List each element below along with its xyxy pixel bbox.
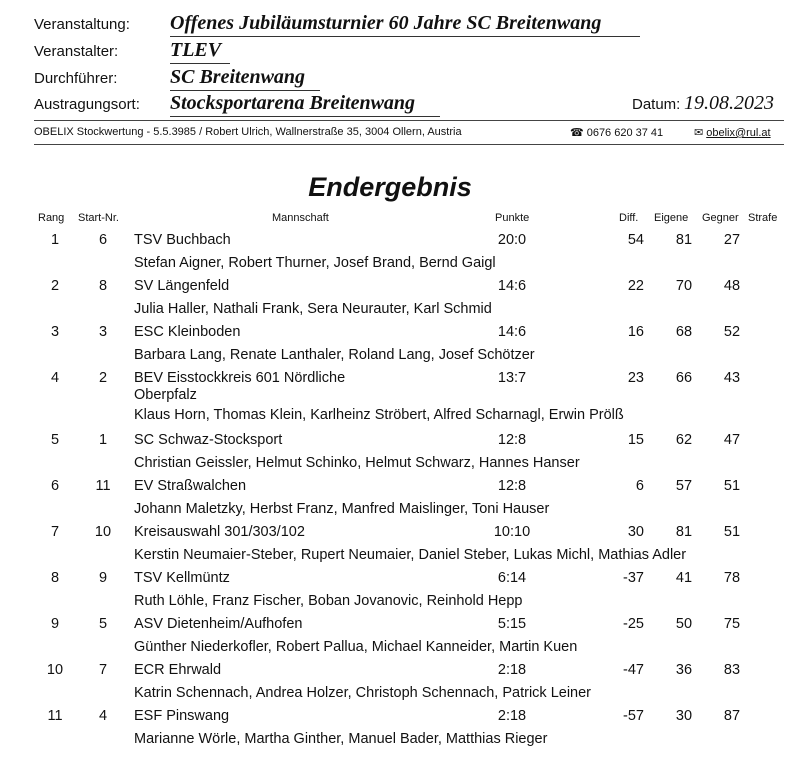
team-name: ESF Pinswang bbox=[134, 708, 230, 724]
col-diff: Diff. bbox=[619, 212, 639, 224]
team-players: Kerstin Neumaier-Steber, Rupert Neumaier, Daniel Steber, Lukas Michl, Mathias Adler bbox=[134, 547, 687, 563]
footer-divider bbox=[34, 144, 784, 145]
own-score: 68 bbox=[675, 324, 693, 340]
points: 2:18 bbox=[497, 662, 527, 678]
team-name: ECR Ehrwald bbox=[134, 662, 222, 678]
rank: 3 bbox=[50, 324, 60, 340]
points: 10:10 bbox=[493, 524, 531, 540]
col-team: Mannschaft bbox=[272, 212, 329, 224]
rank: 11 bbox=[47, 708, 63, 724]
team-players: Christian Geissler, Helmut Schinko, Helmut Schwarz, Hannes Hanser bbox=[134, 455, 580, 471]
own-score: 81 bbox=[675, 232, 693, 248]
start-number: 6 bbox=[98, 232, 108, 248]
team-name: EV Straßwalchen bbox=[134, 478, 247, 494]
points: 14:6 bbox=[497, 278, 527, 294]
team-players: Barbara Lang, Renate Lanthaler, Roland Lang, Josef Schötzer bbox=[134, 347, 535, 363]
own-score: 62 bbox=[675, 432, 693, 448]
difference: -37 bbox=[623, 570, 644, 586]
team-players: Marianne Wörle, Martha Ginther, Manuel Bader, Matthias Rieger bbox=[134, 731, 548, 747]
rank: 6 bbox=[50, 478, 60, 494]
envelope-icon: ✉ bbox=[694, 127, 704, 139]
difference: -47 bbox=[623, 662, 644, 678]
venue-label: Austragungsort: bbox=[34, 96, 140, 113]
page-title: Endergebnis bbox=[308, 172, 472, 202]
host-label: Durchführer: bbox=[34, 70, 118, 87]
own-score: 81 bbox=[675, 524, 693, 540]
col-penalty: Strafe bbox=[748, 212, 778, 224]
start-number: 1 bbox=[98, 432, 108, 448]
venue-value: Stocksportarena Breitenwang bbox=[170, 92, 416, 114]
difference: 22 bbox=[627, 278, 644, 294]
difference: -25 bbox=[623, 616, 644, 632]
team-name: SC Schwaz-Stocksport bbox=[134, 432, 283, 448]
rank: 10 bbox=[46, 662, 64, 678]
own-score: 30 bbox=[675, 708, 693, 724]
team-name: TSV Buchbach bbox=[134, 232, 231, 248]
start-number: 3 bbox=[98, 324, 108, 340]
opponent-score: 83 bbox=[723, 662, 741, 678]
date-label: Datum: bbox=[632, 96, 681, 113]
team-name: ASV Dietenheim/Aufhofen bbox=[134, 616, 303, 632]
rank: 9 bbox=[50, 616, 60, 632]
team-name: BEV Eisstockkreis 601 Nördliche bbox=[134, 370, 346, 386]
team-players: Stefan Aigner, Robert Thurner, Josef Brand, Bernd Gaigl bbox=[134, 255, 496, 271]
team-players: Klaus Horn, Thomas Klein, Karlheinz Ströbert, Alfred Scharnagl, Erwin Prölß bbox=[134, 407, 624, 423]
col-own: Eigene bbox=[654, 212, 689, 224]
own-score: 36 bbox=[675, 662, 693, 678]
difference: 6 bbox=[635, 478, 644, 494]
opponent-score: 51 bbox=[723, 478, 741, 494]
own-score: 66 bbox=[675, 370, 693, 386]
points: 13:7 bbox=[497, 370, 527, 386]
start-number: 5 bbox=[98, 616, 108, 632]
organizer-row bbox=[0, 39, 800, 63]
opponent-score: 47 bbox=[723, 432, 741, 448]
event-label: Veranstaltung: bbox=[34, 16, 130, 33]
opponent-score: 43 bbox=[723, 370, 741, 386]
team-name-continued: Oberpfalz bbox=[134, 387, 197, 403]
rank: 7 bbox=[50, 524, 60, 540]
host-row bbox=[0, 66, 800, 90]
start-number: 4 bbox=[98, 708, 108, 724]
col-points: Punkte bbox=[495, 212, 530, 224]
col-opponent: Gegner bbox=[702, 212, 739, 224]
host-value: SC Breitenwang bbox=[170, 66, 306, 88]
date-value: 19.08.2023 bbox=[684, 92, 774, 114]
opponent-score: 48 bbox=[723, 278, 741, 294]
header-divider bbox=[34, 120, 784, 121]
points: 2:18 bbox=[497, 708, 527, 724]
team-name: Kreisauswahl 301/303/102 bbox=[134, 524, 305, 540]
difference: 54 bbox=[627, 232, 644, 248]
points: 6:14 bbox=[497, 570, 527, 586]
start-number: 10 bbox=[94, 524, 112, 540]
difference: 30 bbox=[627, 524, 644, 540]
opponent-score: 52 bbox=[723, 324, 741, 340]
contact-bar bbox=[34, 126, 784, 142]
own-score: 50 bbox=[675, 616, 693, 632]
own-score: 70 bbox=[675, 278, 693, 294]
difference: 16 bbox=[627, 324, 644, 340]
team-players: Johann Maletzky, Herbst Franz, Manfred Maislinger, Toni Hauser bbox=[134, 501, 550, 517]
rank: 1 bbox=[50, 232, 60, 248]
opponent-score: 51 bbox=[723, 524, 741, 540]
phone-icon: ☎ bbox=[570, 127, 584, 139]
points: 5:15 bbox=[497, 616, 527, 632]
contact-address: OBELIX Stockwertung - 5.5.3985 / Robert Ulrich, Wallnerstraße 35, 3004 Ollern, Austria bbox=[34, 126, 462, 138]
start-number: 9 bbox=[98, 570, 108, 586]
opponent-score: 27 bbox=[723, 232, 741, 248]
team-players: Julia Haller, Nathali Frank, Sera Neurauter, Karl Schmid bbox=[134, 301, 492, 317]
team-players: Günther Niederkofler, Robert Pallua, Michael Kanneider, Martin Kuen bbox=[134, 639, 578, 655]
start-number: 8 bbox=[98, 278, 108, 294]
event-value: Offenes Jubiläumsturnier 60 Jahre SC Breitenwang bbox=[170, 12, 602, 34]
start-number: 11 bbox=[95, 478, 111, 494]
contact-phone bbox=[570, 126, 663, 139]
contact-email[interactable] bbox=[694, 126, 771, 139]
event-underline bbox=[170, 36, 640, 37]
rank: 2 bbox=[50, 278, 60, 294]
phone-number: 0676 620 37 41 bbox=[586, 127, 664, 139]
start-number: 7 bbox=[98, 662, 108, 678]
team-name: ESC Kleinboden bbox=[134, 324, 241, 340]
col-rang: Rang bbox=[38, 212, 65, 224]
opponent-score: 87 bbox=[723, 708, 741, 724]
own-score: 57 bbox=[675, 478, 693, 494]
opponent-score: 78 bbox=[723, 570, 741, 586]
event-row bbox=[0, 12, 800, 36]
points: 12:8 bbox=[497, 478, 527, 494]
team-name: SV Längenfeld bbox=[134, 278, 230, 294]
organizer-value: TLEV bbox=[170, 39, 222, 61]
start-number: 2 bbox=[98, 370, 108, 386]
difference: 23 bbox=[627, 370, 644, 386]
organizer-underline bbox=[170, 63, 230, 64]
organizer-label: Veranstalter: bbox=[34, 43, 119, 60]
col-start: Start-Nr. bbox=[78, 212, 119, 224]
points: 14:6 bbox=[497, 324, 527, 340]
rank: 8 bbox=[50, 570, 60, 586]
rank: 4 bbox=[50, 370, 60, 386]
team-name: TSV Kellmüntz bbox=[134, 570, 230, 586]
own-score: 41 bbox=[675, 570, 693, 586]
venue-underline bbox=[170, 116, 440, 117]
email-address[interactable]: obelix@rul.at bbox=[706, 127, 771, 139]
team-players: Katrin Schennach, Andrea Holzer, Christoph Schennach, Patrick Leiner bbox=[134, 685, 592, 701]
points: 20:0 bbox=[497, 232, 527, 248]
difference: 15 bbox=[627, 432, 644, 448]
points: 12:8 bbox=[497, 432, 527, 448]
rank: 5 bbox=[50, 432, 60, 448]
host-underline bbox=[170, 90, 320, 91]
opponent-score: 75 bbox=[723, 616, 741, 632]
difference: -57 bbox=[623, 708, 644, 724]
team-players: Ruth Löhle, Franz Fischer, Boban Jovanovic, Reinhold Hepp bbox=[134, 593, 523, 609]
